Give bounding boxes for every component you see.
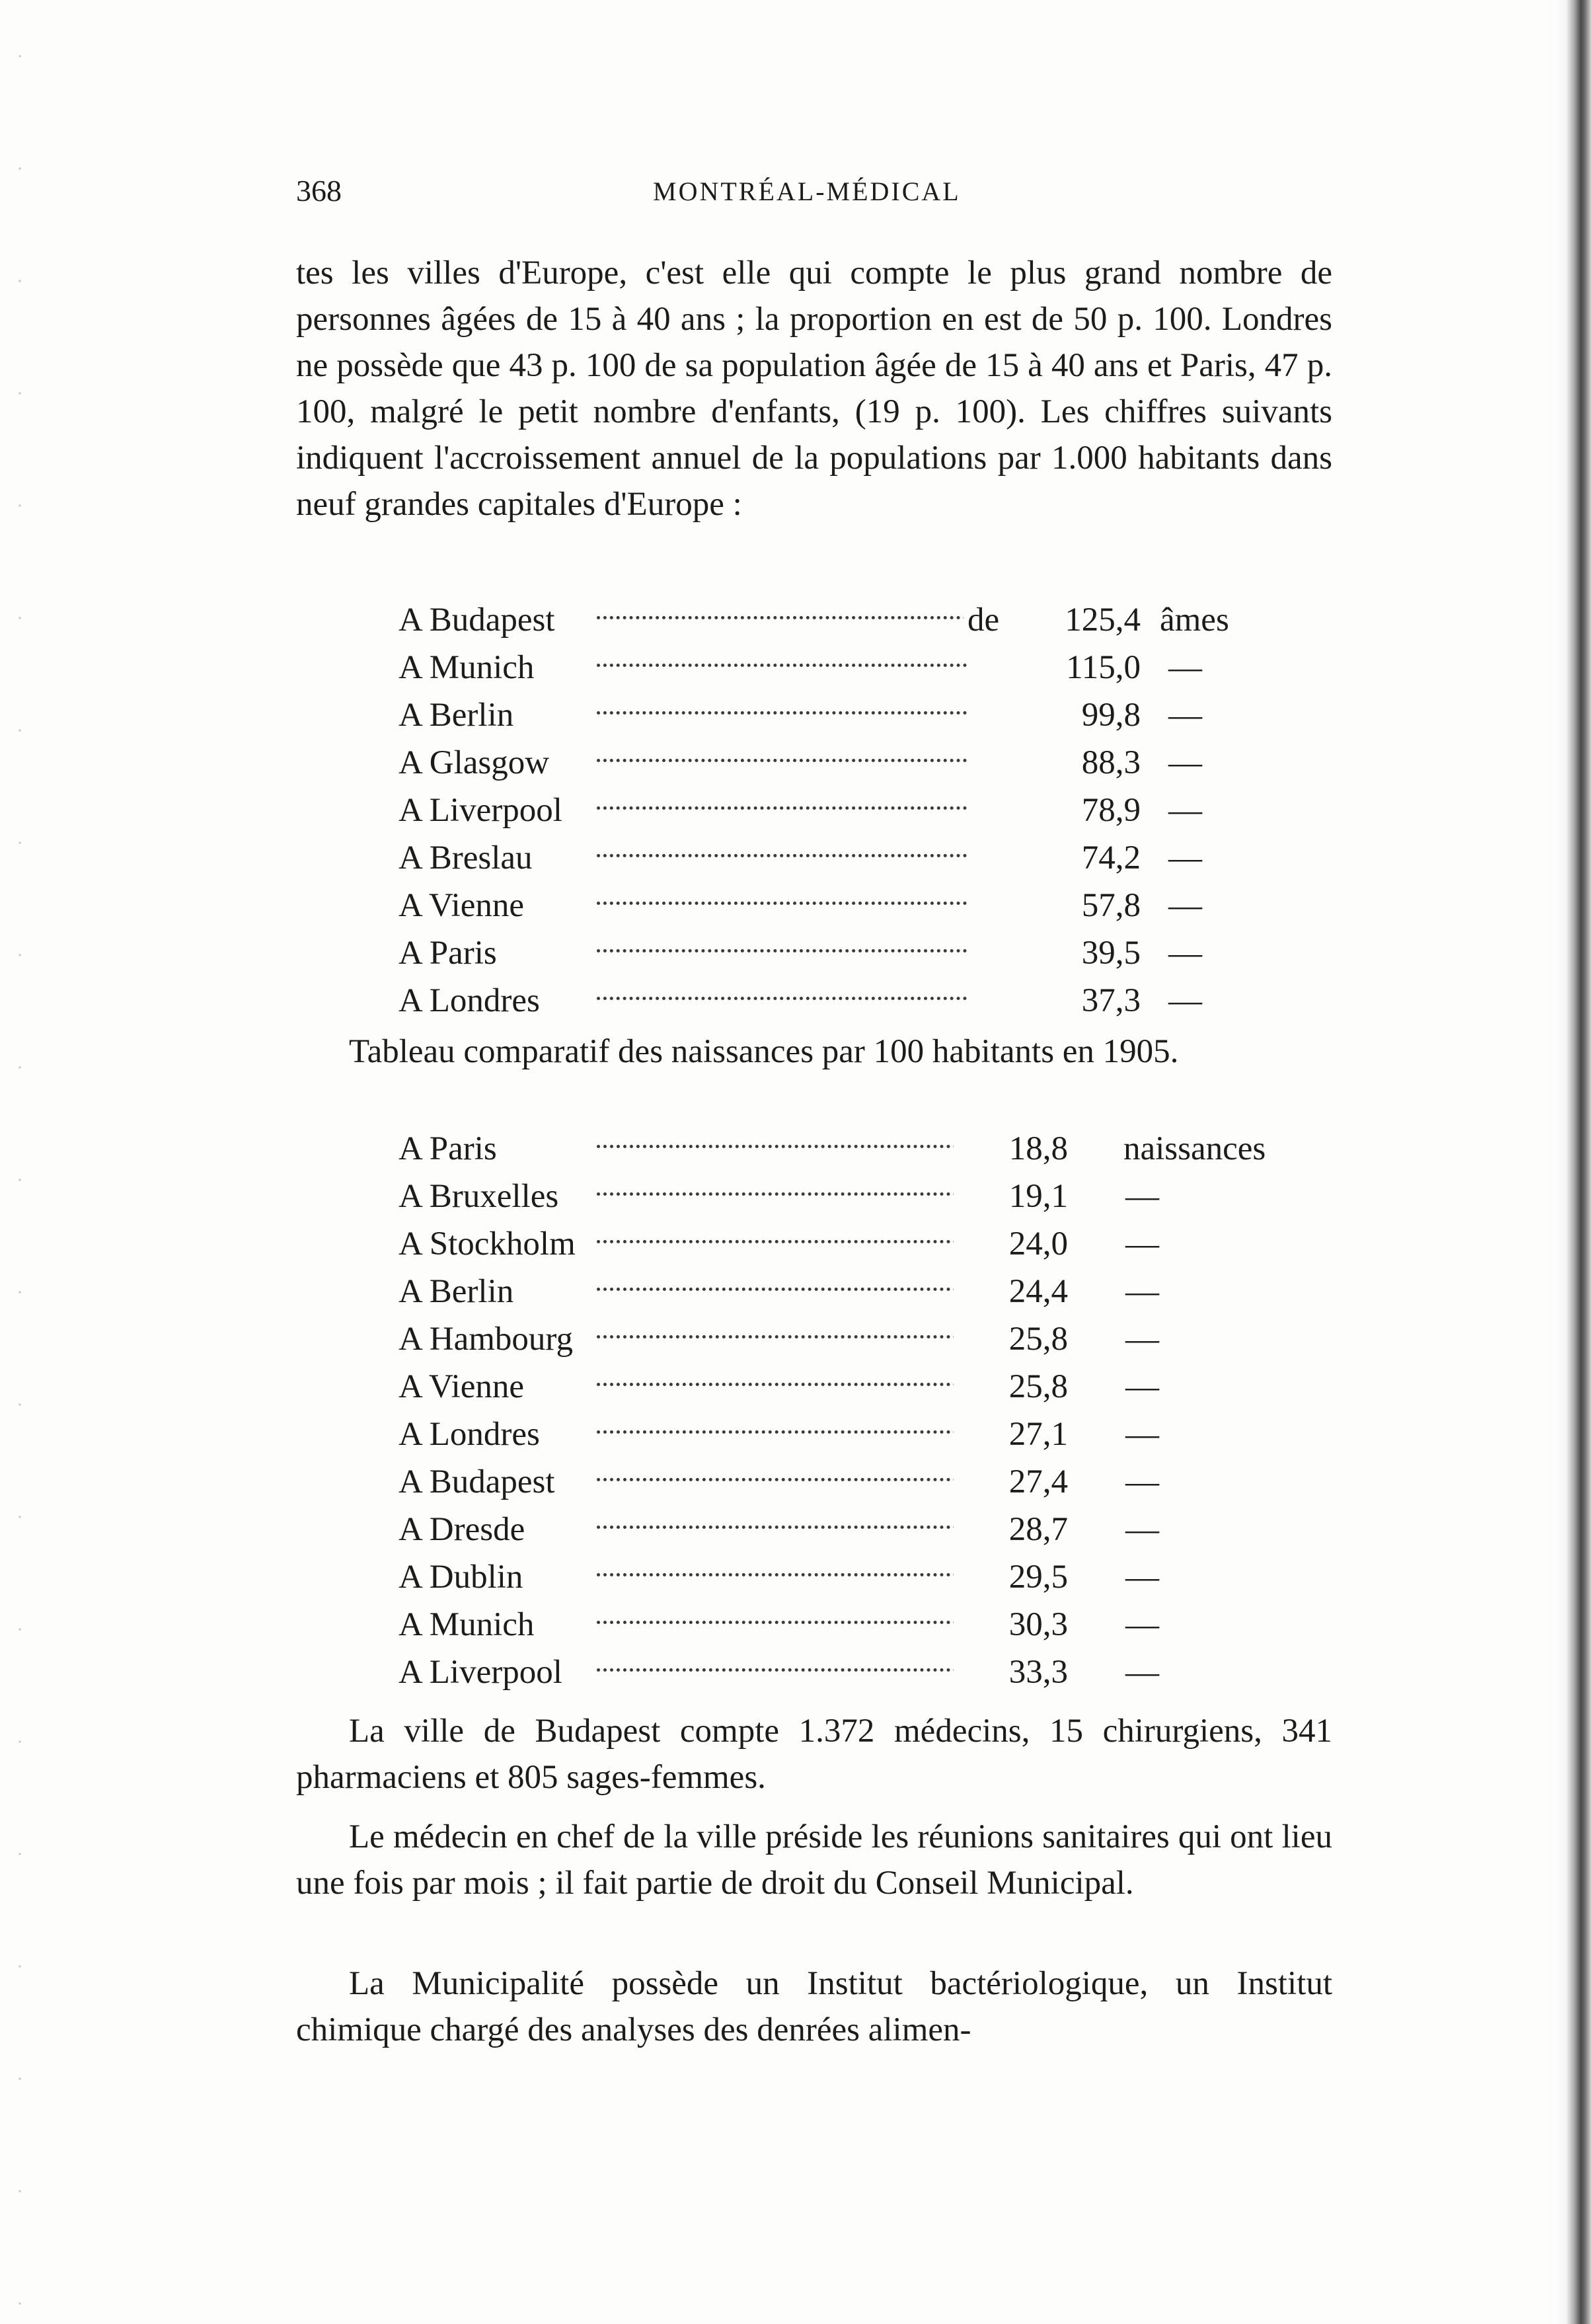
row-value: 29,5 bbox=[954, 1553, 1068, 1601]
city-name: A Breslau bbox=[398, 839, 533, 876]
ditto-mark: — bbox=[1125, 1654, 1159, 1691]
ditto-mark: — bbox=[1168, 839, 1202, 876]
ditto-mark: — bbox=[1168, 649, 1202, 686]
row-value: 74,2 bbox=[1036, 834, 1141, 882]
dot-leader bbox=[597, 882, 967, 929]
births-table bbox=[398, 1125, 1297, 1696]
row-value: 39,5 bbox=[1036, 929, 1141, 977]
dot-leader bbox=[597, 1125, 957, 1173]
city-name: A Berlin bbox=[398, 697, 514, 734]
city-name: A Londres bbox=[398, 982, 540, 1019]
dot-leader bbox=[597, 977, 967, 1025]
city-name: A Paris bbox=[398, 1130, 497, 1167]
medecin-chef-paragraph: Le médecin en chef de la ville préside les réunions sanitaires qui ont lieu une fois par mois ; il fait partie de droit du Conseil Municipal. bbox=[296, 1818, 1332, 1902]
row-value: 30,3 bbox=[954, 1601, 1068, 1648]
table-row bbox=[398, 834, 1225, 882]
journal-title: MONTRÉAL-MÉDICAL bbox=[653, 176, 961, 206]
row-value: 88,3 bbox=[1036, 739, 1141, 787]
city-name: A Berlin bbox=[398, 1273, 514, 1310]
municipalite-paragraph: La Municipalité possède un Institut bactériologique, un Institut chimique chargé des analyses des denrées alimen- bbox=[296, 1965, 1332, 2048]
ditto-mark: — bbox=[1125, 1511, 1159, 1548]
dot-leader bbox=[597, 1648, 957, 1696]
table-row bbox=[398, 691, 1225, 739]
ditto-mark: — bbox=[1168, 697, 1202, 734]
table-row bbox=[398, 1315, 1297, 1363]
table-row bbox=[398, 1648, 1297, 1696]
dot-leader bbox=[597, 1506, 957, 1553]
dot-leader bbox=[597, 596, 967, 644]
table-row bbox=[398, 1268, 1297, 1315]
dot-leader bbox=[597, 691, 967, 739]
dot-leader bbox=[597, 644, 967, 691]
row-value: 37,3 bbox=[1036, 977, 1141, 1025]
city-name: A Liverpool bbox=[398, 792, 562, 829]
row-value: 24,0 bbox=[954, 1220, 1068, 1268]
ditto-mark: — bbox=[1125, 1321, 1159, 1358]
budapest-stats-paragraph: La ville de Budapest compte 1.372 médecins, 15 chirurgiens, 341 pharmaciens et 805 sages-femmes. bbox=[296, 1713, 1332, 1796]
city-name: A Budapest bbox=[398, 601, 555, 639]
row-value: 99,8 bbox=[1036, 691, 1141, 739]
table-row bbox=[398, 929, 1225, 977]
city-name: A Dublin bbox=[398, 1559, 523, 1596]
city-name: A Budapest bbox=[398, 1463, 555, 1500]
city-name: A Dresde bbox=[398, 1511, 525, 1548]
page-number: 368 bbox=[296, 174, 342, 208]
table-row bbox=[398, 1173, 1297, 1220]
table-row bbox=[398, 787, 1225, 834]
table-row bbox=[398, 1411, 1297, 1458]
ditto-mark: — bbox=[1168, 744, 1202, 781]
table-row bbox=[398, 644, 1225, 691]
dot-leader bbox=[597, 834, 967, 882]
dot-leader bbox=[597, 1601, 957, 1648]
table-row bbox=[398, 1553, 1297, 1601]
dot-leader bbox=[597, 1411, 957, 1458]
dot-leader bbox=[597, 1363, 957, 1411]
city-name: A Paris bbox=[398, 935, 497, 972]
row-value: 27,4 bbox=[954, 1458, 1068, 1506]
ditto-mark: — bbox=[1125, 1559, 1159, 1596]
row-value: 19,1 bbox=[954, 1173, 1068, 1220]
row-value: 18,8 bbox=[954, 1125, 1068, 1173]
table-row bbox=[398, 1506, 1297, 1553]
ditto-mark: — bbox=[1125, 1416, 1159, 1453]
city-name: A Munich bbox=[398, 649, 535, 686]
table-row bbox=[398, 596, 1229, 644]
table-row bbox=[398, 1125, 1297, 1173]
city-name: A Londres bbox=[398, 1416, 540, 1453]
city-name: A Vienne bbox=[398, 1368, 525, 1405]
table-row bbox=[398, 882, 1225, 929]
ditto-mark: — bbox=[1125, 1178, 1159, 1215]
row-value: 25,8 bbox=[954, 1315, 1068, 1363]
row-value: 28,7 bbox=[954, 1506, 1068, 1553]
unit-label: naissances bbox=[1123, 1130, 1266, 1167]
city-name: A Hambourg bbox=[398, 1321, 573, 1358]
row-value: 78,9 bbox=[1036, 787, 1141, 834]
dot-leader bbox=[597, 787, 967, 834]
table-row bbox=[398, 1601, 1297, 1648]
ditto-mark: — bbox=[1125, 1273, 1159, 1310]
scan-margin-specks bbox=[7, 0, 33, 2324]
table-row bbox=[398, 1363, 1297, 1411]
row-value: 25,8 bbox=[954, 1363, 1068, 1411]
ditto-mark: — bbox=[1125, 1463, 1159, 1500]
births-table-caption: Tableau comparatif des naissances par 100 habitants en 1905. bbox=[349, 1033, 1179, 1070]
row-value: 33,3 bbox=[954, 1648, 1068, 1696]
table-row bbox=[398, 739, 1225, 787]
ditto-mark: — bbox=[1168, 792, 1202, 829]
dot-leader bbox=[597, 1220, 957, 1268]
dot-leader bbox=[597, 929, 967, 977]
row-value: 115,0 bbox=[1036, 644, 1141, 691]
table-row bbox=[398, 977, 1225, 1025]
row-value: 27,1 bbox=[954, 1411, 1068, 1458]
scan-binding-edge bbox=[1552, 0, 1592, 2324]
running-head bbox=[296, 173, 1332, 213]
dot-leader bbox=[597, 1458, 957, 1506]
city-name: A Munich bbox=[398, 1606, 535, 1643]
dot-leader bbox=[597, 1173, 957, 1220]
ditto-mark: — bbox=[1168, 935, 1202, 972]
city-name: A Stockholm bbox=[398, 1225, 576, 1262]
intro-paragraph: tes les villes d'Europe, c'est elle qui compte le plus grand nombre de personnes âgées de 15 à 40 ans ; la proportion en est de 50 p. 100. Londres ne possède que 43 p. 100 de sa population âgée de 15 à 40 ans et Paris, 47 p. 100, malgré le petit nombre d'enfants, (19 p. 100). Les chiffres suivants indiquent l'accroissement annuel de la populations par 1.000 habitants dans neuf grandes capitales d'Europe : bbox=[296, 254, 1332, 523]
ditto-mark: — bbox=[1168, 982, 1202, 1019]
city-name: A Bruxelles bbox=[398, 1178, 559, 1215]
dot-leader bbox=[597, 739, 967, 787]
row-value: 24,4 bbox=[954, 1268, 1068, 1315]
table-row bbox=[398, 1458, 1297, 1506]
prefix-word: de bbox=[964, 596, 1003, 644]
dot-leader bbox=[597, 1268, 957, 1315]
table-row bbox=[398, 1220, 1297, 1268]
city-name: A Vienne bbox=[398, 887, 525, 924]
population-growth-table bbox=[398, 596, 1229, 1025]
city-name: A Liverpool bbox=[398, 1654, 562, 1691]
row-value: 125,4 bbox=[1036, 596, 1141, 644]
ditto-mark: — bbox=[1125, 1606, 1159, 1643]
dot-leader bbox=[597, 1315, 957, 1363]
row-value: 57,8 bbox=[1036, 882, 1141, 929]
unit-label: âmes bbox=[1160, 601, 1229, 639]
dot-leader bbox=[597, 1553, 957, 1601]
ditto-mark: — bbox=[1125, 1368, 1159, 1405]
ditto-mark: — bbox=[1168, 887, 1202, 924]
city-name: A Glasgow bbox=[398, 744, 550, 781]
ditto-mark: — bbox=[1125, 1225, 1159, 1262]
